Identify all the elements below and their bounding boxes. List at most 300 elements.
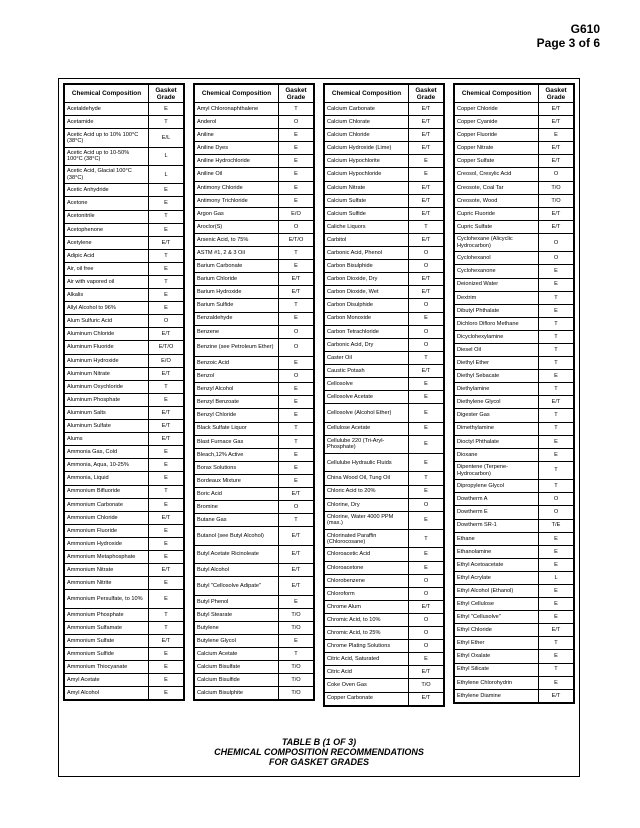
chemical-table <box>324 84 444 706</box>
gasket-grade: T <box>149 485 184 498</box>
gasket-grade: O <box>409 260 444 273</box>
table-row <box>455 624 574 637</box>
table-row <box>65 406 184 419</box>
chemical-name: Caster Oil <box>325 351 409 364</box>
table-row <box>195 273 314 286</box>
table-row <box>65 236 184 249</box>
table-row <box>325 574 444 587</box>
chemical-name: Benzyl Chloride <box>195 409 279 422</box>
gasket-grade: E <box>149 184 184 197</box>
table-row <box>195 396 314 409</box>
table-row <box>455 689 574 702</box>
chemical-name: Butyl Stearate <box>195 608 279 621</box>
table-row <box>325 679 444 692</box>
table-row <box>195 661 314 674</box>
gasket-grade: E <box>149 459 184 472</box>
gasket-grade: E <box>149 577 184 590</box>
chemical-name: Calcium Acetate <box>195 647 279 660</box>
chemical-name: Dextrim <box>455 291 539 304</box>
table-row <box>195 474 314 487</box>
chemical-name: Cellulose Acetate <box>325 422 409 435</box>
chemical-name: Chloric Acid to 20% <box>325 485 409 498</box>
chemical-name: Calcium Sulfate <box>325 194 409 207</box>
gasket-grade: E <box>279 260 314 273</box>
table-row <box>455 650 574 663</box>
chemical-name: Allyl Alcohol to 96% <box>65 302 149 315</box>
gasket-grade: T/O <box>279 608 314 621</box>
table-row <box>195 527 314 545</box>
chemical-name: Barium Sulfide <box>195 299 279 312</box>
table-row <box>195 207 314 220</box>
chemical-name: Caliche Liquors <box>325 220 409 233</box>
gasket-grade: O <box>409 613 444 626</box>
chemical-name: Ammonium Bifluoride <box>65 485 149 498</box>
chemical-name: Bleach,12% Active <box>195 448 279 461</box>
chemical-name: Copper Cyanide <box>455 116 539 129</box>
gasket-grade: E <box>279 155 314 168</box>
chemical-name: Butylene Glycol <box>195 634 279 647</box>
table-row <box>195 621 314 634</box>
gasket-grade: E/T <box>279 564 314 577</box>
chemical-name: Calcium Bisulfate <box>195 661 279 674</box>
table-row <box>65 634 184 647</box>
chemical-name: Cellosolve Acetate <box>325 391 409 404</box>
gasket-grade: E <box>409 377 444 390</box>
chemical-name: Cellulube 220 (Tri-Aryl-Phosphate) <box>325 435 409 453</box>
table-row <box>455 396 574 409</box>
table-row <box>455 142 574 155</box>
table-row <box>65 341 184 354</box>
table-row <box>325 155 444 168</box>
gasket-grade: E <box>409 561 444 574</box>
chemical-name: Benzine (see Petroleum Ether) <box>195 338 279 356</box>
gasket-grade: E <box>409 404 444 422</box>
gasket-grade: E <box>149 103 184 116</box>
table-row <box>65 223 184 236</box>
chemical-name: Dicyclohexylamine <box>455 330 539 343</box>
chemical-name: Aniline Hydrochloride <box>195 155 279 168</box>
table-row <box>195 233 314 246</box>
gasket-grade: O <box>539 233 574 251</box>
table-row <box>455 317 574 330</box>
table-row <box>325 377 444 390</box>
chemical-name: Alkalis <box>65 289 149 302</box>
table-row <box>455 461 574 479</box>
chemical-name: Caustic Potash <box>325 364 409 377</box>
table-row <box>325 116 444 129</box>
chemical-name: Diethyl Ether <box>455 357 539 370</box>
table-row <box>65 289 184 302</box>
table-row <box>325 299 444 312</box>
caption-line-1: TABLE B (1 OF 3) <box>281 737 357 747</box>
gasket-grade: E <box>149 223 184 236</box>
gasket-grade: O <box>279 338 314 356</box>
chemical-name: Dowtherm A <box>455 493 539 506</box>
table-row <box>455 370 574 383</box>
chemical-name: Dibutyl Phthalate <box>455 304 539 317</box>
table-row <box>195 129 314 142</box>
gasket-grade: T <box>539 383 574 396</box>
table-row <box>65 116 184 129</box>
chemical-name: Ammonium Chloride <box>65 511 149 524</box>
gasket-grade: E <box>279 194 314 207</box>
chemical-name: Bordeaux Mixture <box>195 474 279 487</box>
chemical-name: China Wood Oil, Tung Oil <box>325 472 409 485</box>
table-row <box>65 498 184 511</box>
table-row <box>195 488 314 501</box>
table-row <box>65 550 184 563</box>
chemical-name: Dipropylene Glycol <box>455 480 539 493</box>
table-row <box>455 448 574 461</box>
chemical-name: Carbon Monoxide <box>325 312 409 325</box>
chemical-name: Calcium Nitrate <box>325 181 409 194</box>
header-gasket-grade: Gasket Grade <box>539 85 574 103</box>
gasket-grade: E <box>539 598 574 611</box>
gasket-grade: E/T <box>409 103 444 116</box>
gasket-grade: E <box>279 357 314 370</box>
table-row <box>325 511 444 529</box>
table-row <box>325 640 444 653</box>
gasket-grade: E <box>149 647 184 660</box>
chemical-name: Aluminum Chloride <box>65 328 149 341</box>
gasket-grade: E/T/O <box>279 233 314 246</box>
table-row <box>195 514 314 527</box>
table-row <box>325 168 444 181</box>
table-row <box>325 692 444 705</box>
table-row <box>65 262 184 275</box>
gasket-grade: E <box>409 391 444 404</box>
header-chemical-composition: Chemical Composition <box>65 85 149 103</box>
chemical-name: Chloroacetone <box>325 561 409 574</box>
table-row <box>325 548 444 561</box>
gasket-grade: E <box>539 129 574 142</box>
chemical-name: Deionized Water <box>455 278 539 291</box>
gasket-grade: T/O <box>539 194 574 207</box>
chemical-name: Carbon Disulphide <box>325 299 409 312</box>
gasket-grade: T <box>279 103 314 116</box>
table-row <box>65 564 184 577</box>
chemical-name: Acetic Acid up to 10-50% 100°C (38°C) <box>65 147 149 165</box>
gasket-grade: E/O <box>279 207 314 220</box>
gasket-grade: E <box>409 312 444 325</box>
gasket-grade: E <box>149 197 184 210</box>
table-row <box>325 666 444 679</box>
gasket-grade: O <box>279 501 314 514</box>
chemical-name: Benzyl Alcohol <box>195 383 279 396</box>
chemical-name: Copper Chloride <box>455 103 539 116</box>
gasket-grade: E/T <box>279 273 314 286</box>
table-row <box>195 383 314 396</box>
table-row <box>325 364 444 377</box>
gasket-grade: E <box>539 584 574 597</box>
table-row <box>455 291 574 304</box>
table-row <box>65 459 184 472</box>
page-number: Page 3 of 6 <box>536 36 600 50</box>
header-gasket-grade: Gasket Grade <box>409 85 444 103</box>
chemical-name: Dowtherm SR-1 <box>455 519 539 532</box>
chemical-name: Argon Gas <box>195 207 279 220</box>
table-row <box>325 260 444 273</box>
table-row <box>65 129 184 147</box>
gasket-grade: T/O <box>279 674 314 687</box>
chemical-table <box>64 84 184 700</box>
gasket-grade: T <box>409 530 444 548</box>
gasket-grade: T <box>409 351 444 364</box>
table-row <box>455 343 574 356</box>
chemical-name: Calcium Sulfide <box>325 207 409 220</box>
table-row <box>195 461 314 474</box>
table-row <box>195 194 314 207</box>
gasket-grade: T <box>539 291 574 304</box>
gasket-grade: E <box>279 409 314 422</box>
table-row <box>195 448 314 461</box>
gasket-grade: E <box>409 485 444 498</box>
table-row <box>195 325 314 338</box>
table-row <box>195 299 314 312</box>
table-row <box>65 276 184 289</box>
gasket-grade: E <box>149 498 184 511</box>
table-row <box>325 181 444 194</box>
gasket-grade: E <box>149 524 184 537</box>
table-row <box>195 545 314 563</box>
gasket-grade: T <box>409 472 444 485</box>
table-row <box>195 647 314 660</box>
table-row <box>195 338 314 356</box>
chemical-name: Chrome Alum <box>325 600 409 613</box>
chemical-name: Ammonium Metaphosphate <box>65 550 149 563</box>
gasket-grade: E/T <box>409 142 444 155</box>
table-row <box>455 558 574 571</box>
chemical-name: Aluminum Hydroxide <box>65 354 149 367</box>
chemical-name: Carbonic Acid, Dry <box>325 338 409 351</box>
column-4 <box>453 83 575 704</box>
chemical-name: Aroclor(S) <box>195 220 279 233</box>
chemical-name: Borax Solutions <box>195 461 279 474</box>
table-row <box>195 247 314 260</box>
chemical-name: Calcium Chlorate <box>325 116 409 129</box>
gasket-grade: E <box>279 383 314 396</box>
chemical-name: Ammonium Thiocyanate <box>65 661 149 674</box>
table-row <box>65 433 184 446</box>
chemical-name: Citric Acid, Saturated <box>325 653 409 666</box>
gasket-grade: E <box>409 548 444 561</box>
chemical-table <box>454 84 574 703</box>
chemical-name: Aniline Dyes <box>195 142 279 155</box>
gasket-grade: T/O <box>279 687 314 700</box>
gasket-grade: E/T <box>539 155 574 168</box>
gasket-grade: O <box>279 325 314 338</box>
chemical-name: Butylene <box>195 621 279 634</box>
chemical-name: Ethyl Acetoacetate <box>455 558 539 571</box>
table-row <box>195 168 314 181</box>
gasket-grade: E <box>409 435 444 453</box>
table-row <box>455 637 574 650</box>
gasket-grade: L <box>149 147 184 165</box>
chemical-name: Acetonitrile <box>65 210 149 223</box>
gasket-grade: E/T <box>149 511 184 524</box>
table-row <box>65 472 184 485</box>
gasket-grade: E/T <box>409 233 444 246</box>
gasket-grade: E/T <box>279 545 314 563</box>
table-row <box>65 661 184 674</box>
gasket-grade: E <box>539 650 574 663</box>
table-row <box>65 577 184 590</box>
chemical-name: Calcium Carbonate <box>325 103 409 116</box>
gasket-grade: T <box>279 435 314 448</box>
chemical-name: Amyl Alcohol <box>65 687 149 700</box>
gasket-grade: T <box>149 210 184 223</box>
chemical-name: Acetic Acid up to 10% 100°C (38°C) <box>65 129 149 147</box>
chemical-name: Boric Acid <box>195 488 279 501</box>
chemical-name: Butyl Alcohol <box>195 564 279 577</box>
table-row <box>195 370 314 383</box>
chemical-name: Acetic Anhydride <box>65 184 149 197</box>
table-row <box>455 506 574 519</box>
header-gasket-grade: Gasket Grade <box>279 85 314 103</box>
gasket-grade: O <box>279 116 314 129</box>
table-row <box>65 210 184 223</box>
chemical-name: Carbon Tetrachloride <box>325 325 409 338</box>
gasket-grade: E <box>149 289 184 302</box>
gasket-grade: E/T <box>409 207 444 220</box>
gasket-grade: E/T <box>149 236 184 249</box>
chemical-name: Benzoic Acid <box>195 357 279 370</box>
chemical-name: Ethanolamine <box>455 545 539 558</box>
table-row <box>65 302 184 315</box>
gasket-grade: O <box>539 506 574 519</box>
gasket-grade: O <box>279 220 314 233</box>
chemical-name: Copper Carbonate <box>325 692 409 705</box>
chemical-name: Chlorinated Paraffin (Chlorocosane) <box>325 530 409 548</box>
chemical-name: Ammonium Nitrate <box>65 564 149 577</box>
chemical-name: Calcium Bisulphite <box>195 687 279 700</box>
table-row <box>455 611 574 624</box>
chemical-name: Chloroacetic Acid <box>325 548 409 561</box>
gasket-grade: O <box>539 493 574 506</box>
gasket-grade: T/O <box>279 621 314 634</box>
table-row <box>195 155 314 168</box>
gasket-grade: E/T <box>409 600 444 613</box>
header-chemical-composition: Chemical Composition <box>455 85 539 103</box>
gasket-grade: O <box>149 315 184 328</box>
gasket-grade: O <box>409 498 444 511</box>
table-row <box>65 537 184 550</box>
gasket-grade: O <box>539 252 574 265</box>
chemical-name: Dipentene (Terpene-Hydrocarbon) <box>455 461 539 479</box>
table-row <box>325 600 444 613</box>
column-1 <box>63 83 185 701</box>
table-row <box>65 328 184 341</box>
chemical-name: Ammonium Phosphate <box>65 608 149 621</box>
chemical-name: Alum Sulfuric Acid <box>65 315 149 328</box>
chemical-name: Cyclohexanol <box>455 252 539 265</box>
chemical-name: Citric Acid <box>325 666 409 679</box>
table-row <box>195 142 314 155</box>
gasket-grade: E/T <box>539 624 574 637</box>
table-row <box>455 103 574 116</box>
gasket-grade: E <box>149 537 184 550</box>
gasket-grade: E/T <box>409 116 444 129</box>
chemical-name: Chrome Plating Solutions <box>325 640 409 653</box>
chemical-name: Ethane <box>455 532 539 545</box>
gasket-grade: E/T <box>539 103 574 116</box>
gasket-grade: E <box>279 142 314 155</box>
table-row <box>65 147 184 165</box>
table-row <box>195 608 314 621</box>
chemical-name: Cellosolve (Alcohol Ether) <box>325 404 409 422</box>
chemical-name: Cupric Sulfate <box>455 220 539 233</box>
chemical-name: Ammonium Nitrite <box>65 577 149 590</box>
caption-line-2: CHEMICAL COMPOSITION RECOMMENDATIONS <box>214 747 424 757</box>
table-row <box>455 265 574 278</box>
table-row <box>455 116 574 129</box>
chemical-name: Ammonium Sulfide <box>65 647 149 660</box>
gasket-grade: E <box>149 262 184 275</box>
chemical-name: Aluminum Salts <box>65 406 149 419</box>
chemical-name: Barium Carbonate <box>195 260 279 273</box>
table-row <box>325 207 444 220</box>
chemical-name: Cellosolve <box>325 377 409 390</box>
gasket-grade: E <box>149 590 184 608</box>
gasket-grade: E <box>539 676 574 689</box>
table-row <box>455 129 574 142</box>
chemical-name: Cupric Fluoride <box>455 207 539 220</box>
chemical-name: Creosote, Wood <box>455 194 539 207</box>
table-row <box>325 653 444 666</box>
chemical-name: Carbon Dioxide, Dry <box>325 273 409 286</box>
header-chemical-composition: Chemical Composition <box>325 85 409 103</box>
gasket-grade: T <box>149 380 184 393</box>
gasket-grade: T <box>539 663 574 676</box>
gasket-grade: E <box>409 155 444 168</box>
chemical-name: Benzol <box>195 370 279 383</box>
gasket-grade: E/T/O <box>149 341 184 354</box>
table-row <box>65 354 184 367</box>
table-row <box>325 351 444 364</box>
table-row <box>455 383 574 396</box>
table-row <box>325 103 444 116</box>
chemical-name: Dioctyl Phthalate <box>455 435 539 448</box>
chemical-name: Calcium Hypochloride <box>325 168 409 181</box>
table-row <box>195 674 314 687</box>
chemical-name: Ethyl Alcohol (Ethanol) <box>455 584 539 597</box>
chemical-name: Diethyl Sebacate <box>455 370 539 383</box>
chemical-name: Acetophenone <box>65 223 149 236</box>
chemical-name: Ethyl Oxalate <box>455 650 539 663</box>
gasket-grade: E <box>149 687 184 700</box>
table-row <box>325 233 444 246</box>
table-row <box>65 249 184 262</box>
table-row <box>65 315 184 328</box>
table-row <box>455 422 574 435</box>
chemical-name: Benzene <box>195 325 279 338</box>
gasket-grade: E <box>279 634 314 647</box>
gasket-grade: E <box>539 304 574 317</box>
chemical-name: Antimony Chloride <box>195 181 279 194</box>
table-row <box>65 590 184 608</box>
gasket-grade: E <box>539 532 574 545</box>
table-row <box>65 524 184 537</box>
table-row <box>455 435 574 448</box>
chemical-name: Alums <box>65 433 149 446</box>
chemical-name: Ammonium Fluoride <box>65 524 149 537</box>
gasket-grade: E <box>279 168 314 181</box>
gasket-grade: O <box>409 640 444 653</box>
table-row <box>455 194 574 207</box>
chemical-name: Dioxane <box>455 448 539 461</box>
chemical-name: Diesel Oil <box>455 343 539 356</box>
table-row <box>455 181 574 194</box>
